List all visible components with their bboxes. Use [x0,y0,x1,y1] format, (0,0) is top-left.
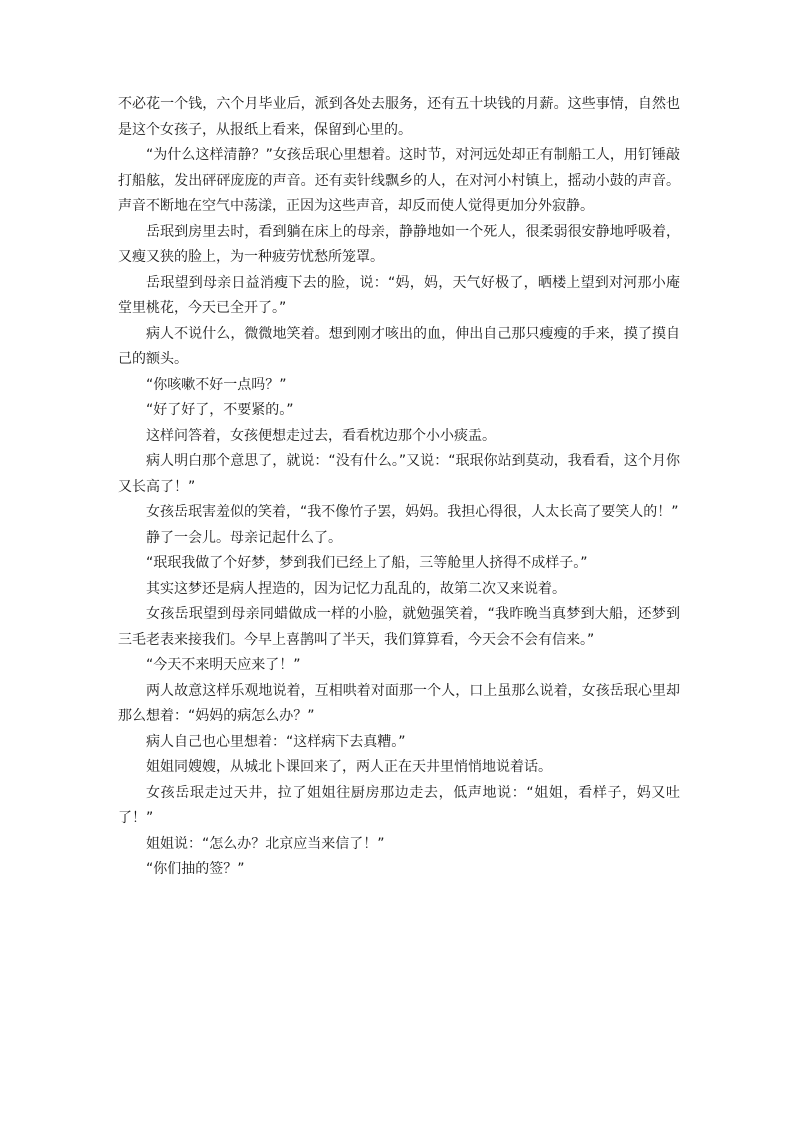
paragraph: 病人自己也心里想着：“这样病下去真糟。” [146,733,406,750]
paragraph: 女孩岳珉害羞似的笑着，“我不像竹子罢，妈妈。我担心得很，人太长高了要笑人的！” [146,504,679,520]
paragraph: 两人故意这样乐观地说着，互相哄着对面那一个人，口上虽那么说着，女孩岳珉心里却那么想着：“妈妈的病怎么办？” [118,682,680,724]
paragraph: 这样问答着，女孩便想走过去，看看枕边那个小小痰盂。 [146,427,496,444]
paragraph: 静了一会儿。母亲记起什么了。 [146,529,342,546]
paragraph: “好了好了，不要紧的。” [146,402,294,418]
paragraph: “你咳嗽不好一点吗？” [146,376,287,393]
paragraph: 姐姐同嫂嫂，从城北卜课回来了，两人正在天井里悄悄地说着话。 [146,759,552,775]
paragraph: 岳珉到房里去时，看到躺在床上的母亲，静静地如一个死人，很柔弱很安静地呼吸着，又瘦又狭的脸上，为一种疲劳忧愁所笼罩。 [118,223,680,265]
paragraph: 女孩岳珉望到母亲同蜡做成一样的小脸，就勉强笑着，“我昨晚当真梦到大船，还梦到三毛老表来接我们。今早上喜鹊叫了半天，我们算算看，今天会不会有信来。” [118,606,680,648]
paragraph: 病人明白那个意思了，就说：“没有什么。”又说：“珉珉你站到莫动，我看看，这个月你又长高了！” [118,453,680,495]
paragraph: 其实这梦还是病人捏造的，因为记忆力乱乱的，故第二次又来说着。 [146,580,566,597]
document-body [118,92,680,883]
paragraph: “你们抽的签？” [146,861,245,877]
paragraph: “珉珉我做了个好梦，梦到我们已经上了船，三等舱里人挤得不成样子。” [146,555,588,571]
paragraph: 女孩岳珉走过天井，拉了姐姐往厨房那边走去，低声地说：“姐姐，看样子，妈又吐了！” [118,784,680,826]
paragraph: 病人不说什么，微微地笑着。想到刚才咳出的血，伸出自己那只瘦瘦的手来，摸了摸自己的额头。 [118,325,680,367]
paragraph: 不必花一个钱，六个月毕业后，派到各处去服务，还有五十块钱的月薪。这些事情，自然也是这个女孩子，从报纸上看来，保留到心里的。 [118,96,680,138]
paragraph: “今天不来明天应来了！” [146,657,301,673]
paragraph: 姐姐说：“怎么办？北京应当来信了！” [146,835,385,852]
paragraph: 岳珉望到母亲日益消瘦下去的脸，说：“妈，妈，天气好极了，晒楼上望到对河那小庵堂里桃花，今天已全开了。” [118,274,680,316]
paragraph: “为什么这样清静？”女孩岳珉心里想着。这时节，对河远处却正有制船工人，用钉锤敲打船舷，发出砰砰庞庞的声音。还有卖针线飘乡的人，在对河小村镇上，摇动小鼓的声音。声音不断地在空气中荡漾，正因为这些声音，却反而使人觉得更加分外寂静。 [118,147,680,214]
